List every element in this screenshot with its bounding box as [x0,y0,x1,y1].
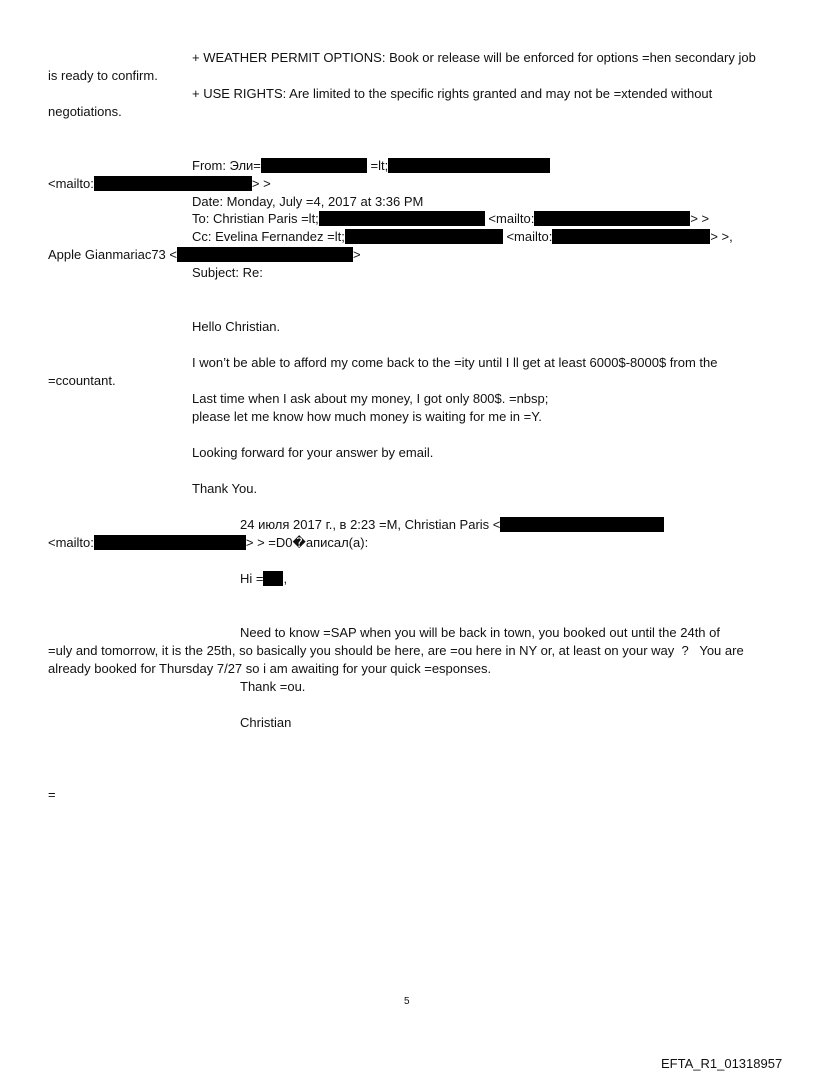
quoted-hi-prefix: Hi = [240,571,264,586]
page-number: 5 [404,996,410,1007]
quoted-signature: Christian [240,715,292,730]
from-mid: =lt; [370,158,389,173]
body-para1-line1: I won’t be able to afford my come back to the =ity until I ll get at least 6000$-8000$ from the [192,355,718,370]
weather-permit-line-2: is ready to confirm. [48,68,158,83]
redaction-box [263,571,283,586]
quoted-hi-line [240,571,287,587]
date-line: Date: Monday, July =4, 2017 at 3:36 PM [192,194,424,209]
cc-line [192,229,733,245]
body-para2-line2: please let me know how much money is waiting for me in =Y. [192,409,542,424]
redaction-box [177,247,353,262]
mailto-suffix: > > [251,176,271,191]
body-para2-line1: Last time when I ask about my money, I got only 800$. =nbsp; [192,391,549,406]
subject-line: Subject: Re: [192,265,263,280]
cc-mailto: <mailto: [506,229,553,244]
use-rights-line-1: + USE RIGHTS: Are limited to the specific rights granted and may not be =xtended without [192,86,713,101]
quoted-para-line1: Need to know =SAP when you will be back in town, you booked out until the 24th of [240,625,720,640]
to-prefix: To: Christian Paris =lt; [192,211,319,226]
cc-suffix: > >, [710,229,733,244]
redaction-box [345,229,503,244]
body-para3: Looking forward for your answer by email. [192,445,434,460]
from-mailto-line [48,176,271,192]
to-line [192,211,709,227]
quoted-header-text: 24 июля 2017 г., в 2:23 =M, Christian Paris < [240,517,501,532]
redaction-box [500,517,664,532]
cc2-suffix: > [353,247,361,262]
weather-permit-line-1: + WEATHER PERMIT OPTIONS: Book or release will be enforced for options =hen secondary job [192,50,756,65]
quoted-para-line3: already booked for Thursday 7/27 so i am awaiting for your quick =esponses. [48,661,492,676]
to-mailto: <mailto: [488,211,535,226]
redaction-box [552,229,710,244]
mailto-prefix: <mailto: [48,176,94,191]
greeting: Hello Christian. [192,319,281,334]
bates-number: EFTA_R1_01318957 [661,1056,783,1071]
to-suffix: > > [690,211,710,226]
redaction-box [261,158,367,173]
quoted-hi-suffix: , [283,571,288,586]
quoted-para-line2: =uly and tomorrow, it is the 25th, so basically you should be here, are =ou here in NY or, at least on your way ? You are [48,643,744,658]
cc-prefix: Cc: Evelina Fernandez =lt; [192,229,345,244]
redaction-box [388,158,550,173]
body-para1-line2: =ccountant. [48,373,116,388]
quoted-header-line1 [240,517,664,533]
body-thanks: Thank You. [192,481,258,496]
stray-equals: = [48,787,56,802]
use-rights-line-2: negotiations. [48,104,122,119]
quoted-header-line2 [48,535,368,551]
redaction-box [319,211,485,226]
from-prefix: From: Эли= [192,158,261,173]
quoted-mailto-prefix: <mailto: [48,535,94,550]
redaction-box [94,535,246,550]
cc2-prefix: Apple Gianmariac73 < [48,247,177,262]
from-line [192,158,550,174]
redaction-box [94,176,252,191]
quoted-thanks: Thank =ou. [240,679,306,694]
redaction-box [534,211,690,226]
quoted-mailto-suffix: > > =D0�аписал(а): [245,535,369,550]
cc-second-line [48,247,361,263]
